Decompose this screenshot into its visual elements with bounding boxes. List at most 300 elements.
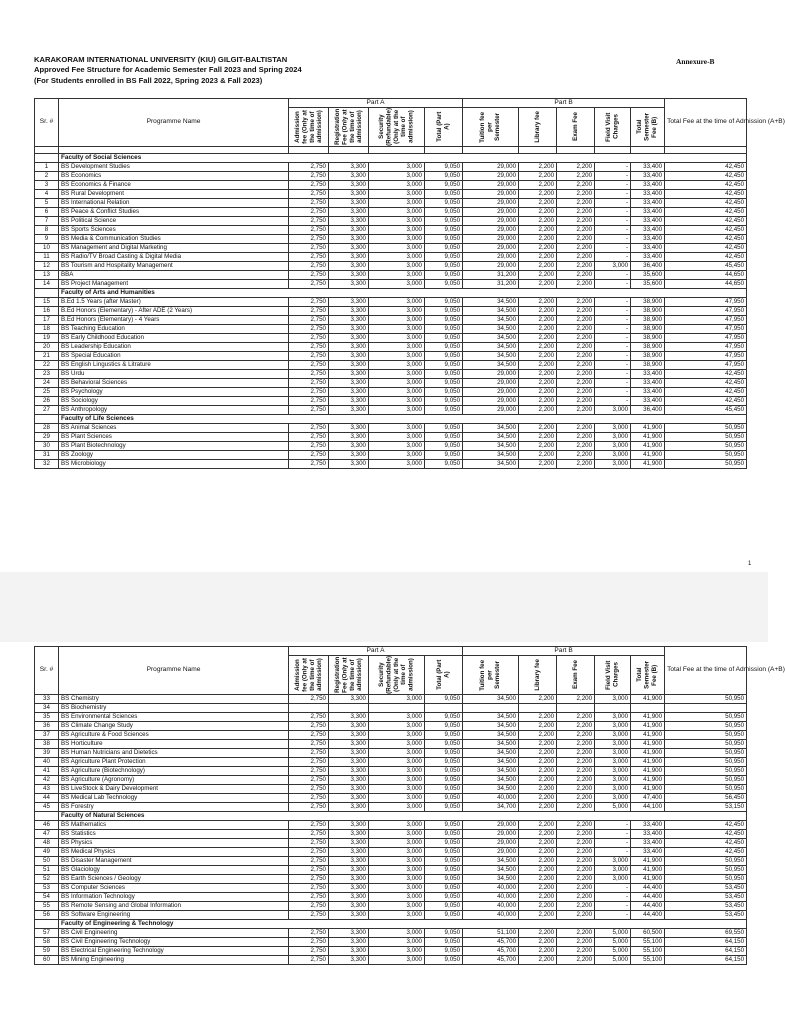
registration-cell: 3,300 xyxy=(329,243,369,252)
total-a-cell: 9,050 xyxy=(425,270,463,279)
library-cell: 2,200 xyxy=(519,892,557,901)
library-cell: 2,200 xyxy=(519,270,557,279)
total-fee-cell: 44,650 xyxy=(665,270,747,279)
total-a-cell: 9,050 xyxy=(425,946,463,955)
total-a-cell: 9,050 xyxy=(425,892,463,901)
exam-cell: 2,200 xyxy=(557,820,595,829)
total-fee-cell: 42,450 xyxy=(665,162,747,171)
table-row xyxy=(35,766,747,775)
fee-structure-subtitle: (For Students enrolled in BS Fall 2022, Spring 2023 & Fall 2023) xyxy=(34,75,263,85)
registration-cell: 3,300 xyxy=(329,315,369,324)
tuition-cell: 34,500 xyxy=(463,441,519,450)
sr-cell: 29 xyxy=(35,432,59,441)
total-a-cell: 9,050 xyxy=(425,162,463,171)
security-cell: 3,000 xyxy=(369,270,425,279)
tuition-cell: 29,000 xyxy=(463,369,519,378)
faculty-heading-row xyxy=(35,919,747,928)
sr-cell: 43 xyxy=(35,784,59,793)
total-fee-cell: 47,950 xyxy=(665,342,747,351)
field-visit-cell: - xyxy=(595,216,631,225)
total-semester-cell: 44,400 xyxy=(631,910,665,919)
sr-cell: 49 xyxy=(35,847,59,856)
field-visit-cell: 3,000 xyxy=(595,784,631,793)
table-row xyxy=(35,234,747,243)
program-cell: BS Computer Sciences xyxy=(59,883,289,892)
admission-cell: 2,750 xyxy=(289,432,329,441)
sr-cell: 52 xyxy=(35,874,59,883)
page-number: 1 xyxy=(748,561,752,567)
total-a-cell: 9,050 xyxy=(425,802,463,811)
field-visit-cell: 5,000 xyxy=(595,946,631,955)
total-a-cell: 9,050 xyxy=(425,730,463,739)
field-visit-cell: - xyxy=(595,279,631,288)
sr-cell: 8 xyxy=(35,225,59,234)
total-semester-cell: 55,100 xyxy=(631,946,665,955)
security-cell: 3,000 xyxy=(369,306,425,315)
program-cell: BS Teaching Education xyxy=(59,324,289,333)
program-cell: BS Sports Sciences xyxy=(59,225,289,234)
field-visit-cell: - xyxy=(595,198,631,207)
exam-cell: 2,200 xyxy=(557,775,595,784)
exam-cell: 2,200 xyxy=(557,405,595,414)
total-semester-cell: 33,400 xyxy=(631,162,665,171)
library-cell: 2,200 xyxy=(519,297,557,306)
total-fee-cell: 47,950 xyxy=(665,351,747,360)
total-semester-cell: 47,400 xyxy=(631,793,665,802)
library-cell: 2,200 xyxy=(519,829,557,838)
total-a-cell: 9,050 xyxy=(425,928,463,937)
tuition-cell: 34,500 xyxy=(463,351,519,360)
tuition-cell: 34,500 xyxy=(463,721,519,730)
program-cell: BS Agriculture (Agronomy) xyxy=(59,775,289,784)
security-cell: 3,000 xyxy=(369,315,425,324)
security-cell: 3,000 xyxy=(369,730,425,739)
sr-cell: 30 xyxy=(35,441,59,450)
admission-cell: 2,750 xyxy=(289,928,329,937)
registration-cell: 3,300 xyxy=(329,189,369,198)
tuition-cell: 29,000 xyxy=(463,234,519,243)
tuition-cell: 34,500 xyxy=(463,459,519,468)
tuition-cell: 34,500 xyxy=(463,432,519,441)
exam-cell: 2,200 xyxy=(557,234,595,243)
registration-cell: 3,300 xyxy=(329,279,369,288)
total-semester-cell: 41,900 xyxy=(631,730,665,739)
total-fee-cell: 45,450 xyxy=(665,261,747,270)
sr-cell: 55 xyxy=(35,901,59,910)
faculty-heading-sr xyxy=(35,811,59,820)
library-cell: 2,200 xyxy=(519,342,557,351)
sr-cell: 22 xyxy=(35,360,59,369)
security-cell: 3,000 xyxy=(369,279,425,288)
library-cell: 2,200 xyxy=(519,315,557,324)
exam-cell: 2,200 xyxy=(557,252,595,261)
total-a-cell: 9,050 xyxy=(425,865,463,874)
library-cell: 2,200 xyxy=(519,757,557,766)
sr-cell: 15 xyxy=(35,297,59,306)
program-cell: BS Economics & Finance xyxy=(59,180,289,189)
admission-cell: 2,750 xyxy=(289,955,329,964)
admission-cell: 2,750 xyxy=(289,441,329,450)
total-fee-cell: 50,950 xyxy=(665,874,747,883)
exam-cell: 2,200 xyxy=(557,856,595,865)
program-cell: BS Political Science xyxy=(59,216,289,225)
registration-cell: 3,300 xyxy=(329,216,369,225)
registration-cell: 3,300 xyxy=(329,423,369,432)
registration-cell: 3,300 xyxy=(329,180,369,189)
tuition-cell: 34,500 xyxy=(463,306,519,315)
table-row xyxy=(35,829,747,838)
table-row xyxy=(35,459,747,468)
field-visit-cell: 5,000 xyxy=(595,802,631,811)
admission-cell: 2,750 xyxy=(289,459,329,468)
sr-cell: 21 xyxy=(35,351,59,360)
security-cell: 3,000 xyxy=(369,360,425,369)
total-a-cell: 9,050 xyxy=(425,216,463,225)
tuition-cell: 29,000 xyxy=(463,829,519,838)
exam-cell xyxy=(557,703,595,712)
security-cell: 3,000 xyxy=(369,324,425,333)
table-row xyxy=(35,838,747,847)
total-semester-cell: 33,400 xyxy=(631,847,665,856)
total-fee-cell: 42,450 xyxy=(665,838,747,847)
table-row xyxy=(35,450,747,459)
tuition-cell: 29,000 xyxy=(463,189,519,198)
sr-cell: 31 xyxy=(35,450,59,459)
library-cell: 2,200 xyxy=(519,874,557,883)
exam-cell: 2,200 xyxy=(557,378,595,387)
program-cell: BS Mining Engineering xyxy=(59,955,289,964)
col-total-a: Total (Part A) xyxy=(425,108,463,147)
total-fee-cell: 42,450 xyxy=(665,820,747,829)
security-cell: 3,000 xyxy=(369,793,425,802)
registration-cell: 3,300 xyxy=(329,432,369,441)
total-a-cell: 9,050 xyxy=(425,171,463,180)
field-visit-cell: 3,000 xyxy=(595,694,631,703)
table-row xyxy=(35,694,747,703)
library-cell: 2,200 xyxy=(519,901,557,910)
registration-cell: 3,300 xyxy=(329,207,369,216)
tuition-cell: 34,500 xyxy=(463,766,519,775)
total-fee-cell: 42,450 xyxy=(665,234,747,243)
sr-cell: 28 xyxy=(35,423,59,432)
faculty-heading: Faculty of Engineering & Technology xyxy=(59,919,747,928)
sr-cell: 59 xyxy=(35,946,59,955)
total-a-cell: 9,050 xyxy=(425,369,463,378)
library-cell: 2,200 xyxy=(519,171,557,180)
registration-cell: 3,300 xyxy=(329,351,369,360)
total-a-cell: 9,050 xyxy=(425,793,463,802)
security-cell: 3,000 xyxy=(369,171,425,180)
total-a-cell: 9,050 xyxy=(425,252,463,261)
security-cell: 3,000 xyxy=(369,405,425,414)
field-visit-cell: - xyxy=(595,297,631,306)
program-cell: BS Agriculture Plant Protection xyxy=(59,757,289,766)
table-row xyxy=(35,324,747,333)
field-visit-cell: - xyxy=(595,829,631,838)
admission-cell: 2,750 xyxy=(289,712,329,721)
tuition-cell: 40,000 xyxy=(463,793,519,802)
library-cell: 2,200 xyxy=(519,180,557,189)
field-visit-cell: 5,000 xyxy=(595,928,631,937)
field-visit-cell: 3,000 xyxy=(595,423,631,432)
exam-cell: 2,200 xyxy=(557,189,595,198)
registration-cell: 3,300 xyxy=(329,838,369,847)
table-row xyxy=(35,198,747,207)
admission-cell: 2,750 xyxy=(289,252,329,261)
sr-cell: 50 xyxy=(35,856,59,865)
total-fee-cell: 64,150 xyxy=(665,937,747,946)
library-cell: 2,200 xyxy=(519,748,557,757)
tuition-cell: 34,500 xyxy=(463,423,519,432)
col-total-semester: Total Semester Fee (B) xyxy=(631,108,665,147)
field-visit-cell: - xyxy=(595,892,631,901)
tuition-cell: 40,000 xyxy=(463,901,519,910)
table-row xyxy=(35,342,747,351)
exam-cell: 2,200 xyxy=(557,757,595,766)
total-semester-cell: 38,900 xyxy=(631,324,665,333)
security-cell: 3,000 xyxy=(369,775,425,784)
registration-cell: 3,300 xyxy=(329,306,369,315)
table-row xyxy=(35,243,747,252)
security-cell: 3,000 xyxy=(369,766,425,775)
faculty-heading-row xyxy=(35,153,747,162)
program-cell: BS Leadership Education xyxy=(59,342,289,351)
admission-cell: 2,750 xyxy=(289,207,329,216)
registration-cell: 3,300 xyxy=(329,757,369,766)
program-cell: BS Electrical Engineering Technology xyxy=(59,946,289,955)
total-fee-cell: 44,650 xyxy=(665,279,747,288)
faculty-heading-sr xyxy=(35,288,59,297)
security-cell: 3,000 xyxy=(369,955,425,964)
program-cell: BS Microbiology xyxy=(59,459,289,468)
registration-cell: 3,300 xyxy=(329,730,369,739)
exam-cell: 2,200 xyxy=(557,874,595,883)
table-row xyxy=(35,171,747,180)
registration-cell: 3,300 xyxy=(329,261,369,270)
field-visit-cell: - xyxy=(595,396,631,405)
exam-cell: 2,200 xyxy=(557,937,595,946)
table-row xyxy=(35,910,747,919)
admission-cell: 2,750 xyxy=(289,216,329,225)
exam-cell: 2,200 xyxy=(557,198,595,207)
table-row xyxy=(35,892,747,901)
exam-cell: 2,200 xyxy=(557,279,595,288)
registration-cell: 3,300 xyxy=(329,937,369,946)
library-cell: 2,200 xyxy=(519,351,557,360)
library-cell: 2,200 xyxy=(519,279,557,288)
program-cell: BS Psychology xyxy=(59,387,289,396)
tuition-cell: 31,200 xyxy=(463,279,519,288)
library-cell: 2,200 xyxy=(519,432,557,441)
security-cell: 3,000 xyxy=(369,838,425,847)
col-part-a: Part A xyxy=(289,647,463,656)
total-fee-cell: 53,450 xyxy=(665,883,747,892)
security-cell: 3,000 xyxy=(369,396,425,405)
program-cell: BS Agriculture (Biotechnology) xyxy=(59,766,289,775)
registration-cell: 3,300 xyxy=(329,766,369,775)
library-cell: 2,200 xyxy=(519,847,557,856)
program-cell: BS Statistics xyxy=(59,829,289,838)
total-semester-cell: 33,400 xyxy=(631,396,665,405)
program-cell: BS Peace & Conflict Studies xyxy=(59,207,289,216)
exam-cell: 2,200 xyxy=(557,225,595,234)
col-exam: Exam Fee xyxy=(557,656,595,695)
security-cell: 3,000 xyxy=(369,856,425,865)
security-cell: 3,000 xyxy=(369,198,425,207)
program-cell: BS Forestry xyxy=(59,802,289,811)
sr-cell: 36 xyxy=(35,721,59,730)
total-fee-cell: 53,450 xyxy=(665,892,747,901)
security-cell: 3,000 xyxy=(369,712,425,721)
program-cell: BS Behavioral Sciences xyxy=(59,378,289,387)
total-a-cell: 9,050 xyxy=(425,721,463,730)
total-a-cell: 9,050 xyxy=(425,396,463,405)
total-semester-cell: 33,400 xyxy=(631,225,665,234)
program-cell: BS Disaster Management xyxy=(59,856,289,865)
field-visit-cell: - xyxy=(595,342,631,351)
col-admission: Admission fee (Only at the time of admission) xyxy=(289,108,329,147)
admission-cell: 2,750 xyxy=(289,324,329,333)
total-fee-cell: 50,950 xyxy=(665,766,747,775)
table-row xyxy=(35,315,747,324)
admission-cell: 2,750 xyxy=(289,793,329,802)
table-row xyxy=(35,721,747,730)
col-part-b: Part B xyxy=(463,99,665,108)
registration-cell: 3,300 xyxy=(329,793,369,802)
registration-cell: 3,300 xyxy=(329,829,369,838)
total-fee-cell: 47,950 xyxy=(665,333,747,342)
field-visit-cell: 3,000 xyxy=(595,775,631,784)
tuition-cell: 29,000 xyxy=(463,378,519,387)
library-cell: 2,200 xyxy=(519,423,557,432)
library-cell: 2,200 xyxy=(519,946,557,955)
admission-cell: 2,750 xyxy=(289,198,329,207)
program-cell: BS Remote Sensing and Global Information xyxy=(59,901,289,910)
admission-cell: 2,750 xyxy=(289,396,329,405)
admission-cell: 2,750 xyxy=(289,847,329,856)
sr-cell: 42 xyxy=(35,775,59,784)
total-semester-cell: 44,400 xyxy=(631,883,665,892)
total-fee-cell: 42,450 xyxy=(665,171,747,180)
program-cell: BS Special Education xyxy=(59,351,289,360)
exam-cell: 2,200 xyxy=(557,829,595,838)
col-tuition: Tuition fee per Semester xyxy=(463,108,519,147)
tuition-cell: 40,000 xyxy=(463,892,519,901)
library-cell: 2,200 xyxy=(519,198,557,207)
total-semester-cell: 33,400 xyxy=(631,243,665,252)
program-cell: BS Environmental Sciences xyxy=(59,712,289,721)
total-a-cell: 9,050 xyxy=(425,955,463,964)
total-a-cell: 9,050 xyxy=(425,838,463,847)
total-a-cell: 9,050 xyxy=(425,937,463,946)
total-a-cell: 9,050 xyxy=(425,324,463,333)
security-cell: 3,000 xyxy=(369,937,425,946)
total-a-cell: 9,050 xyxy=(425,432,463,441)
table-row xyxy=(35,793,747,802)
total-semester-cell: 33,400 xyxy=(631,820,665,829)
security-cell: 3,000 xyxy=(369,721,425,730)
total-a-cell: 9,050 xyxy=(425,766,463,775)
field-visit-cell: - xyxy=(595,243,631,252)
sr-cell: 38 xyxy=(35,739,59,748)
table-row xyxy=(35,730,747,739)
sr-cell: 3 xyxy=(35,180,59,189)
exam-cell: 2,200 xyxy=(557,450,595,459)
admission-cell: 2,750 xyxy=(289,450,329,459)
total-semester-cell: 41,900 xyxy=(631,766,665,775)
total-semester-cell: 55,100 xyxy=(631,937,665,946)
security-cell: 3,000 xyxy=(369,333,425,342)
field-visit-cell: 3,000 xyxy=(595,712,631,721)
col-security: Security (Refundable) (Only at the time of admission) xyxy=(369,108,425,147)
program-cell: BS Radio/TV Broad Casting & Digital Media xyxy=(59,252,289,261)
tuition-cell: 34,500 xyxy=(463,748,519,757)
admission-cell: 2,750 xyxy=(289,739,329,748)
table-row xyxy=(35,775,747,784)
library-cell: 2,200 xyxy=(519,459,557,468)
total-fee-cell: 50,950 xyxy=(665,441,747,450)
total-semester-cell: 44,400 xyxy=(631,901,665,910)
faculty-heading: Faculty of Social Sciences xyxy=(59,153,747,162)
library-cell: 2,200 xyxy=(519,766,557,775)
library-cell: 2,200 xyxy=(519,910,557,919)
col-part-a: Part A xyxy=(289,99,463,108)
total-fee-cell: 42,450 xyxy=(665,387,747,396)
admission-cell: 2,750 xyxy=(289,387,329,396)
field-visit-cell: 3,000 xyxy=(595,459,631,468)
faculty-heading-row xyxy=(35,288,747,297)
sr-cell: 33 xyxy=(35,694,59,703)
total-a-cell: 9,050 xyxy=(425,423,463,432)
security-cell: 3,000 xyxy=(369,162,425,171)
total-semester-cell: 41,900 xyxy=(631,856,665,865)
security-cell: 3,000 xyxy=(369,847,425,856)
total-a-cell: 9,050 xyxy=(425,207,463,216)
table-row xyxy=(35,396,747,405)
total-a-cell: 9,050 xyxy=(425,261,463,270)
tuition-cell: 29,000 xyxy=(463,243,519,252)
table-row xyxy=(35,820,747,829)
library-cell: 2,200 xyxy=(519,712,557,721)
exam-cell: 2,200 xyxy=(557,802,595,811)
total-a-cell: 9,050 xyxy=(425,820,463,829)
total-fee-cell: 42,450 xyxy=(665,180,747,189)
table-row xyxy=(35,189,747,198)
security-cell: 3,000 xyxy=(369,784,425,793)
admission-cell: 2,750 xyxy=(289,360,329,369)
tuition-cell: 34,500 xyxy=(463,730,519,739)
total-fee-cell: 50,950 xyxy=(665,775,747,784)
admission-cell: 2,750 xyxy=(289,892,329,901)
total-a-cell: 9,050 xyxy=(425,405,463,414)
admission-cell: 2,750 xyxy=(289,351,329,360)
exam-cell: 2,200 xyxy=(557,171,595,180)
admission-cell: 2,750 xyxy=(289,775,329,784)
registration-cell: 3,300 xyxy=(329,324,369,333)
field-visit-cell: - xyxy=(595,378,631,387)
library-cell: 2,200 xyxy=(519,856,557,865)
sr-cell: 19 xyxy=(35,333,59,342)
exam-cell: 2,200 xyxy=(557,946,595,955)
registration-cell: 3,300 xyxy=(329,784,369,793)
registration-cell: 3,300 xyxy=(329,883,369,892)
total-a-cell: 9,050 xyxy=(425,297,463,306)
table-header xyxy=(35,99,785,147)
tuition-cell: 29,000 xyxy=(463,216,519,225)
security-cell: 3,000 xyxy=(369,243,425,252)
registration-cell: 3,300 xyxy=(329,270,369,279)
table-row xyxy=(35,351,747,360)
